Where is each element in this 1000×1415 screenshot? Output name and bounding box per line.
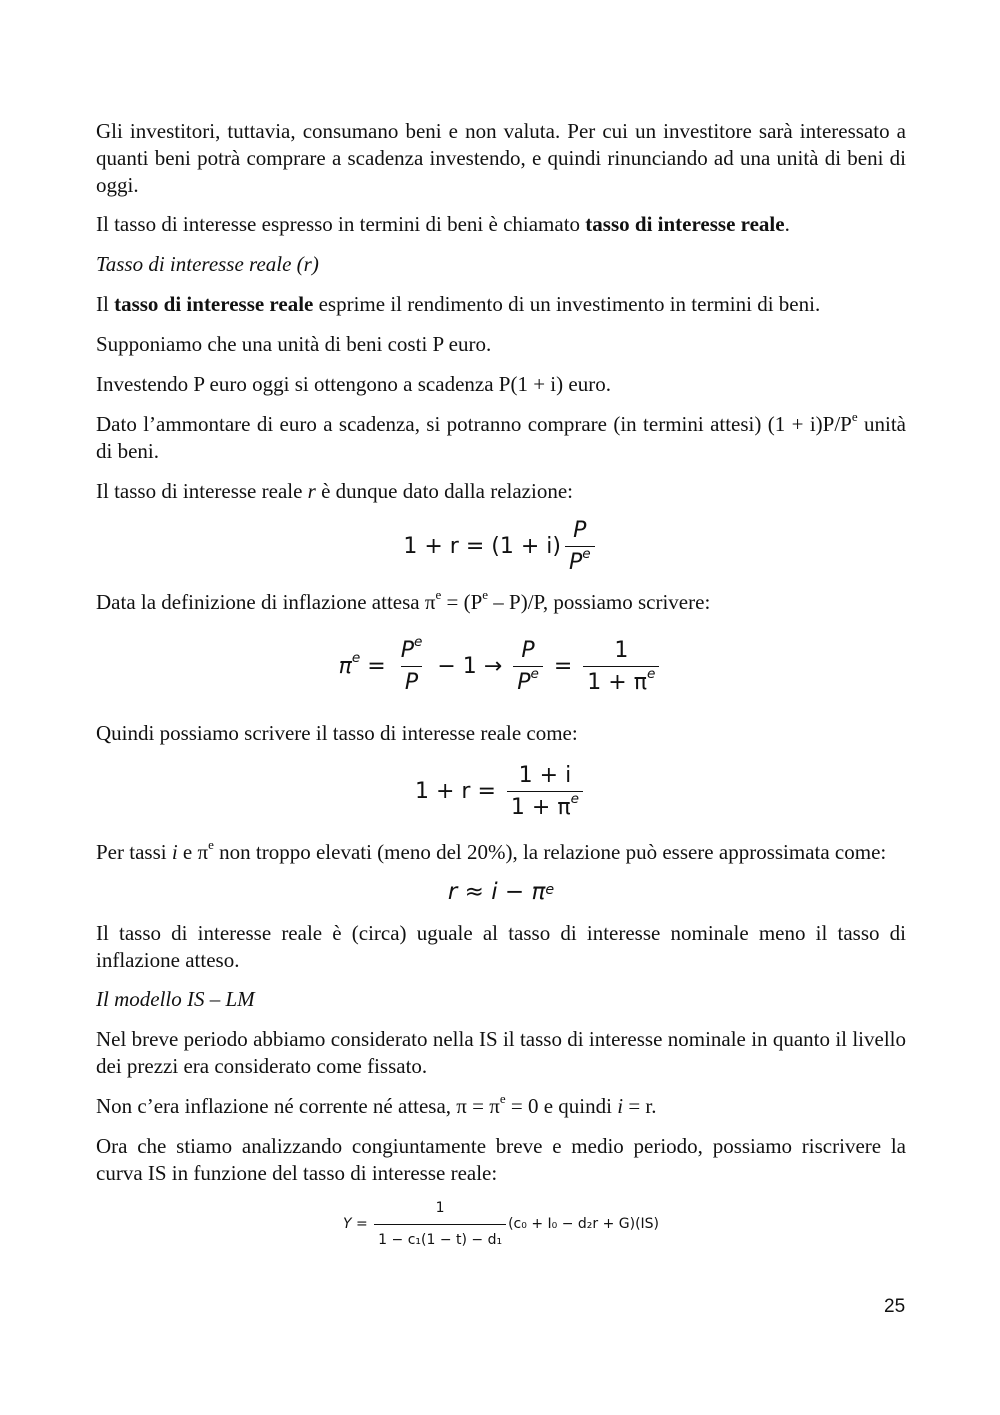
equation-is-curve <box>96 1197 906 1251</box>
paragraph-real-rate-definition <box>96 211 906 238</box>
eq-lhs: Y = <box>342 1215 373 1232</box>
text: Il tasso di interesse espresso in termini di beni è chiamato <box>96 212 586 236</box>
base: π <box>338 653 352 679</box>
text: Non c’era inflazione né corrente né attesa, π = π <box>96 1094 500 1118</box>
text: = 0 e quindi <box>505 1094 618 1118</box>
superscript: e <box>570 791 579 808</box>
eq-lhs: 1 + r = (1 + i) <box>403 533 561 559</box>
fraction <box>513 637 543 696</box>
paragraph-real-rate-as: Quindi possiamo scrivere il tasso di interesse reale come: <box>96 721 578 745</box>
equals: = <box>360 653 393 679</box>
superscript: e <box>208 837 214 853</box>
numerator: 1 + i <box>518 762 572 788</box>
text: esprime il rendimento di un investimento in termini di beni. <box>313 292 821 316</box>
text: . <box>784 212 790 236</box>
denominator <box>583 666 659 696</box>
base: P <box>400 637 414 663</box>
paragraph-rewrite-is: Ora che stiamo analizzando congiuntamente breve e medio periodo, possiamo riscrivere la curva IS in funzione del tasso di interesse reale: <box>96 1134 906 1185</box>
equation-real-rate <box>96 511 906 581</box>
section-heading-real-rate: Tasso di interesse reale (r) <box>96 252 319 276</box>
paragraph-investing: Investendo P euro oggi si ottengono a scadenza P(1 + i) euro. <box>96 372 611 396</box>
eq-lhs: 1 + r = <box>415 778 503 804</box>
text: è dunque dato dalla relazione: <box>315 479 573 503</box>
numerator: 1 <box>435 1199 445 1216</box>
denominator <box>507 791 583 821</box>
numerator <box>397 634 427 666</box>
paragraph-real-rate-summary: Il tasso di interesse reale è (circa) uguale al tasso di interesse nominale meno il tasso di inflazione atteso. <box>96 921 906 972</box>
italic-var: i <box>617 1094 624 1118</box>
paragraph-amount <box>96 411 906 465</box>
numerator: 1 <box>614 637 629 663</box>
equation-approx: r ≈ i − π $^e$ <box>447 878 555 905</box>
equals: = <box>546 653 580 679</box>
denominator: P <box>401 666 422 696</box>
text: – P)/P, possiamo scrivere: <box>488 590 711 614</box>
denominator <box>565 546 595 576</box>
denominator <box>513 666 543 696</box>
text: Dato l’ammontare di euro a scadenza, si potranno comprare (in termini attesi) (1 + i)P/P <box>96 412 852 436</box>
equation-inflation <box>96 624 906 708</box>
paragraph-suppose: Supponiamo che una unità di beni costi P euro. <box>96 332 492 356</box>
paragraph-short-period: Nel breve periodo abbiamo considerato nella IS il tasso di interesse nominale in quanto il livello dei prezzi era considerato come fissato. <box>96 1027 906 1078</box>
base: P <box>517 669 531 695</box>
paragraph-investors: Gli investitori, tuttavia, consumano beni e non valuta. Per cui un investitore sarà interessato a quanti beni potrà comprare a scadenza investendo, e quindi rinunciando ad una unità di beni di oggi. <box>96 119 906 197</box>
fraction <box>583 637 659 696</box>
superscript: e <box>646 666 656 683</box>
superscript: e <box>435 587 442 603</box>
page-number: 25 <box>884 1296 906 1317</box>
paragraph-real-rate-meaning <box>96 291 906 318</box>
numerator: P <box>521 637 535 663</box>
superscript: e <box>482 587 489 603</box>
text: Per tassi <box>96 840 172 864</box>
paragraph-approximation <box>96 839 906 866</box>
fraction <box>374 1195 506 1254</box>
bold-term: tasso di interesse reale <box>114 292 314 316</box>
paragraph-no-inflation <box>96 1093 906 1120</box>
text: unità di beni. <box>96 412 906 463</box>
base: 1 + π <box>587 669 647 695</box>
text: Data la definizione di inflazione attesa π <box>96 590 436 614</box>
base: P <box>568 549 583 575</box>
denominator: 1 − c₁(1 − t) − d₁ <box>374 1224 506 1254</box>
eq-text: r ≈ i − π <box>447 878 546 905</box>
base: 1 + π <box>510 794 571 820</box>
paragraph-inflation-def <box>96 589 906 616</box>
document-page <box>96 118 906 1251</box>
superscript: e <box>851 409 858 425</box>
bold-term: tasso di interesse reale <box>585 212 785 236</box>
superscript: e <box>351 650 361 667</box>
text: = (P <box>441 590 483 614</box>
section-heading-is-lm: Il modello IS – LM <box>96 987 255 1011</box>
fraction <box>397 634 427 696</box>
eq-rhs: (c₀ + I₀ − d₂r + G)(IS) <box>508 1215 660 1232</box>
italic-var: i <box>171 840 178 864</box>
text: Il <box>96 292 115 316</box>
text: non troppo elevati (meno del 20%), la relazione può essere approssimata come: <box>213 840 887 864</box>
fraction <box>565 517 595 576</box>
fraction <box>507 762 583 821</box>
italic-var: r <box>307 479 316 503</box>
equation-real-rate-exact <box>96 753 906 829</box>
superscript: e <box>530 666 539 683</box>
eq-mid: − 1 → <box>430 653 510 679</box>
text: = r. <box>623 1094 657 1118</box>
text: Il tasso di interesse reale <box>96 479 308 503</box>
eq-lhs <box>338 650 361 680</box>
superscript: e <box>413 634 423 651</box>
paragraph-relation-intro <box>96 478 906 505</box>
text: e π <box>177 840 209 864</box>
numerator: P <box>573 517 587 543</box>
superscript: e <box>499 1091 506 1107</box>
superscript: e <box>582 546 591 563</box>
